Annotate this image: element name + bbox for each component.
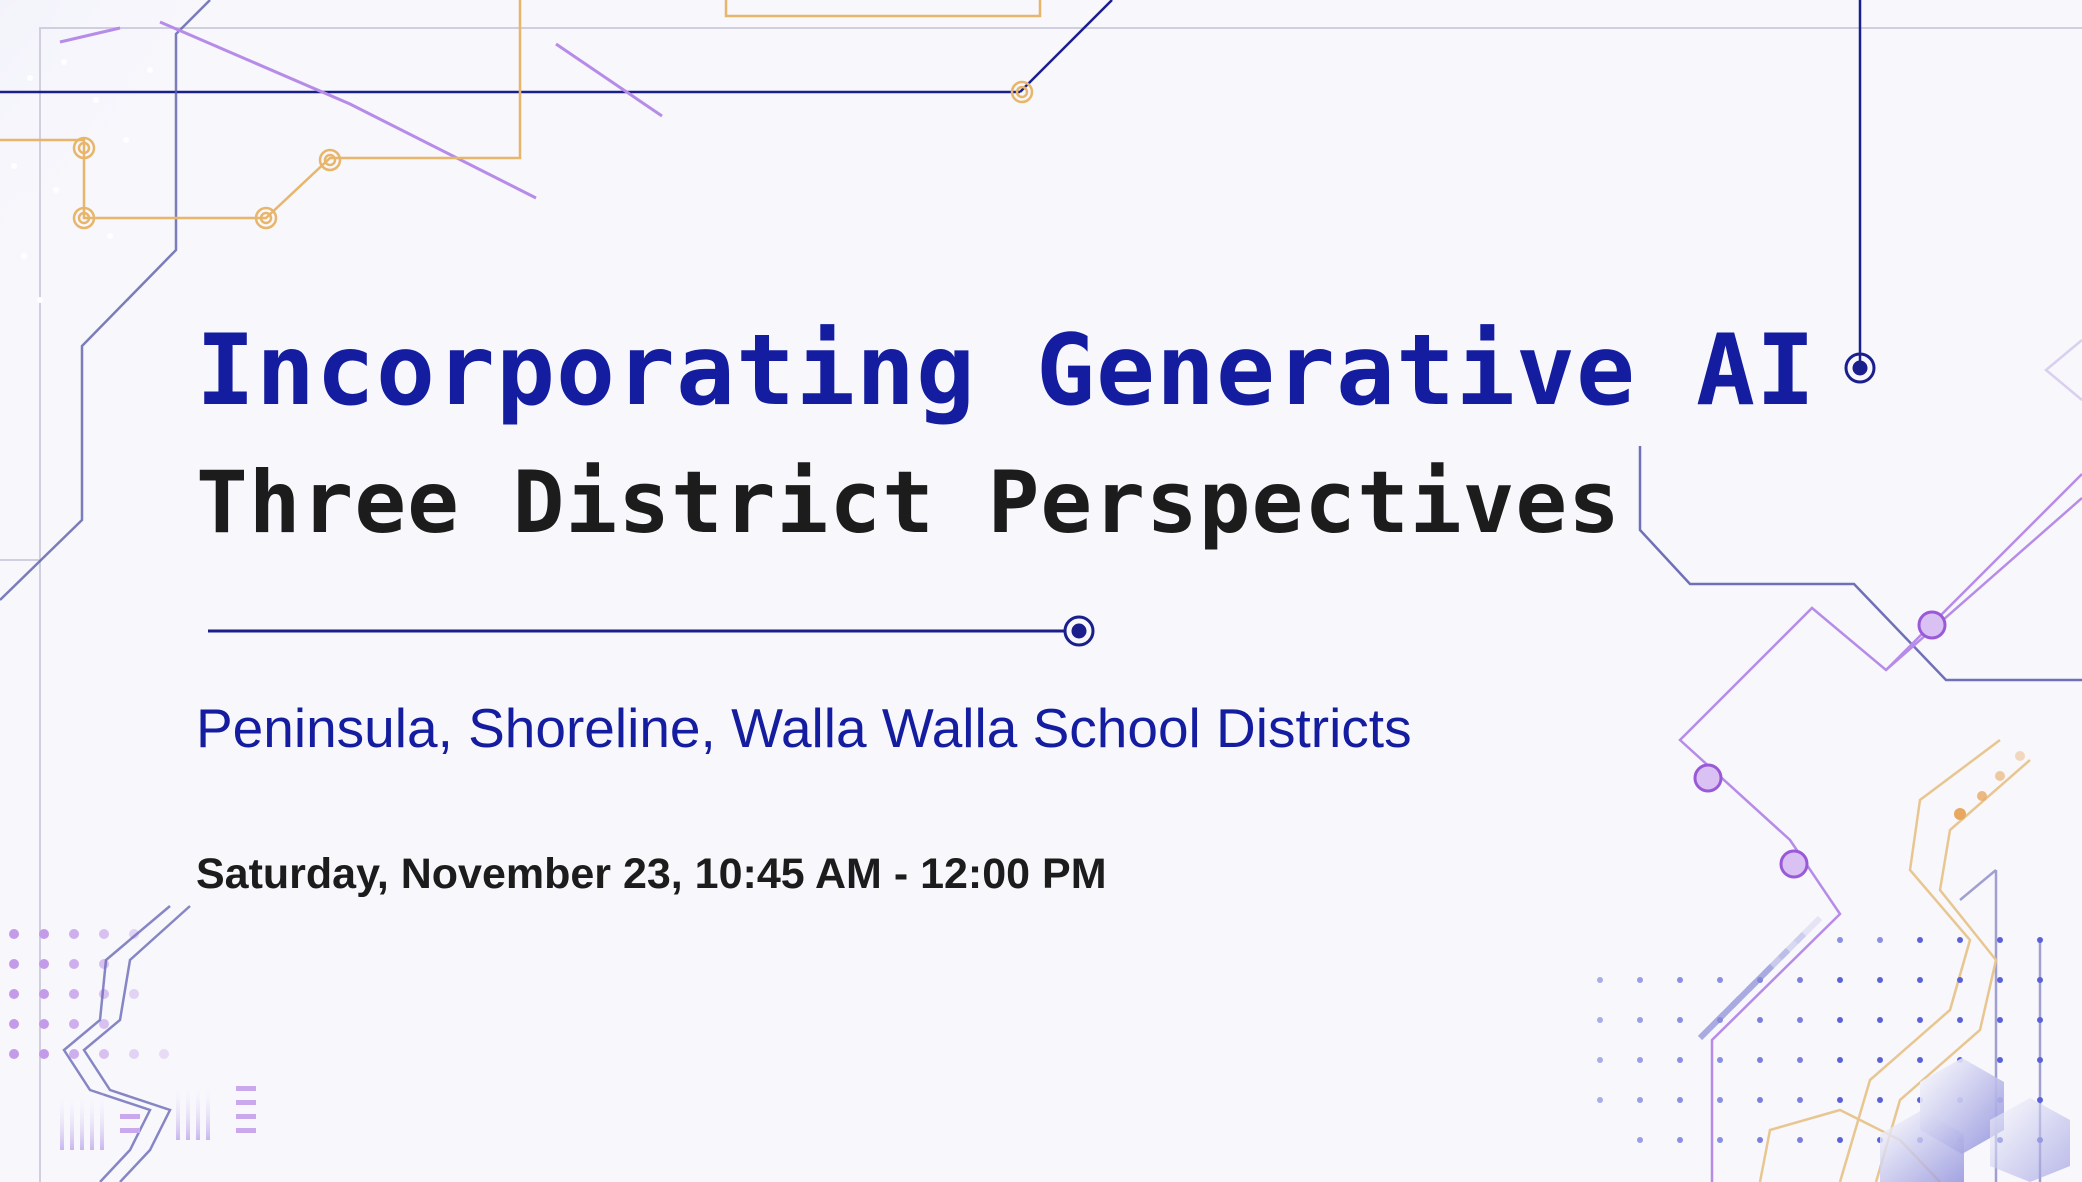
- hexagon-shapes: [1880, 1058, 2070, 1182]
- right-circuit-lines: [1640, 340, 2082, 1182]
- page-subtitle: Three District Perspectives: [196, 453, 1621, 553]
- gold-dots: [1954, 751, 2025, 820]
- event-datetime: Saturday, November 23, 10:45 AM - 12:00 PM: [196, 850, 1107, 898]
- divider-line: [208, 617, 1093, 645]
- districts-text: Peninsula, Shoreline, Walla Walla School Districts: [196, 697, 1412, 759]
- dot-grid-left: [9, 929, 169, 1059]
- page-title: Incorporating Generative AI: [196, 314, 1817, 428]
